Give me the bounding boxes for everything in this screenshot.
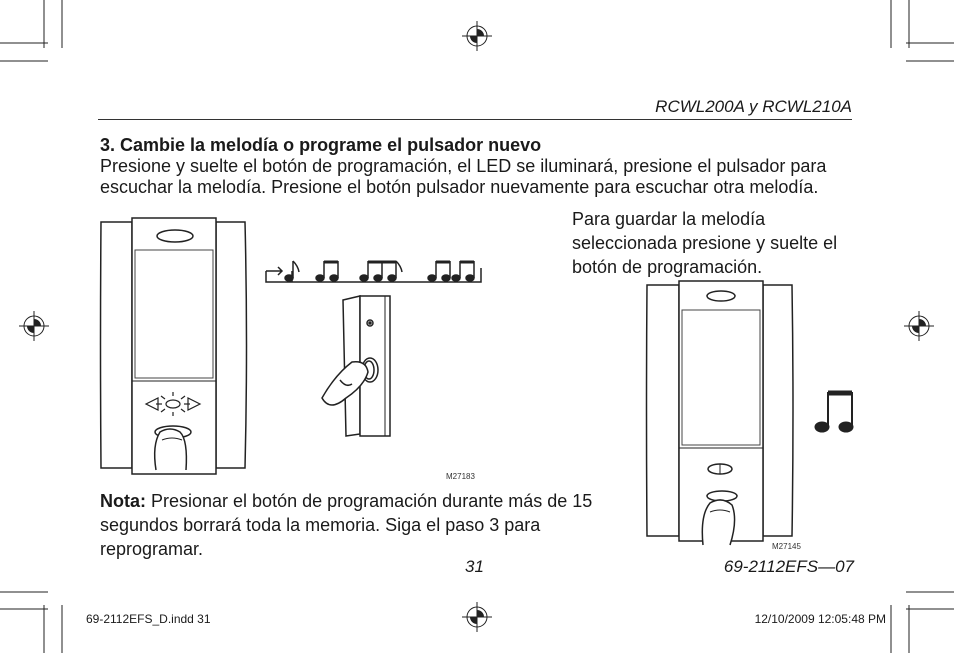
- document-code: 69-2112EFS—07: [723, 557, 854, 576]
- note-text: Presionar el botón de programación durante más de 15 segundos borrará toda la memoria. Siga el paso 3 para reprogramar.: [100, 491, 593, 559]
- figure-code-right: M27145: [772, 542, 801, 551]
- note-paragraph: [100, 489, 630, 561]
- slug-timestamp: 12/10/2009 12:05:48 PM: [754, 612, 886, 626]
- note-label: Nota:: [100, 491, 146, 511]
- save-instruction: Para guardar la melodía seleccionada presione y suelte el botón de programación.: [572, 209, 838, 277]
- step-body: Presione y suelte el botón de programación, el LED se iluminará, presione el pulsador para escuchar la melodía. Presione el botón pulsador nuevamente para escuchar otra melodía.: [100, 156, 827, 197]
- finger-icon: [702, 500, 734, 545]
- step-heading: 3. Cambie la melodía o programe el pulsador nuevo: [100, 135, 542, 155]
- double-note-icon: [815, 392, 853, 432]
- slug-file: 69-2112EFS_D.indd 31: [86, 612, 211, 626]
- header-model: RCWL200A y RCWL210A: [655, 97, 852, 116]
- figure-code-left: M27183: [446, 472, 475, 481]
- page-number: 31: [465, 557, 484, 576]
